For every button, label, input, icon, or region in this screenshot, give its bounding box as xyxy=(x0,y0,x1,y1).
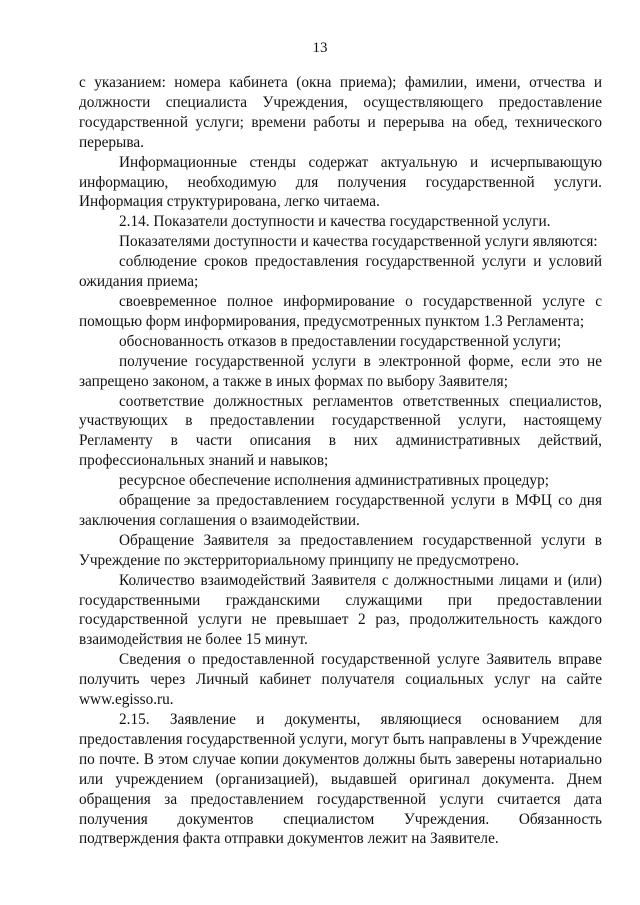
list-item-refusals: обоснованность отказов в предоставлении государственной услуги; xyxy=(119,332,562,350)
paragraph-continuation: с указанием: номера кабинета (окна приема); фамилии, имени, отчества и должности специалиста Учреждения, осуществляющего предоставление государственной услуги; времени работы и перерыва на обед, технического перерыва. xyxy=(79,74,602,151)
list-item-deadlines: соблюдение сроков предоставления государственной услуги и условий ожидания приема; xyxy=(79,253,602,291)
list-item-informing: своевременное полное информирование о государственной услуге с помощью форм информирования, предусмотренных пунктом 1.3 Регламента; xyxy=(79,292,602,330)
section-paragraph-2-15: 2.15. Заявление и документы, являющиеся основанием для предоставления государственной услуги, могут быть направлены в Учреждение по почте. В этом случае копии документов должны быть заверены нотариально или учреждением (организацией), выдавшей оригинал документа. Днем обращения за предоставлением государственной услуги считается дата получения документов специалистом Учреждения. Обязанность подтверждения факта отправки документов лежит на Заявителе. xyxy=(79,711,602,848)
document-body xyxy=(79,73,602,849)
list-item-mfc: обращение за предоставлением государственной услуги в МФЦ со дня заключения соглашения о взаимодействии. xyxy=(79,492,602,529)
paragraph-interactions-count: Количество взаимодействий Заявителя с должностными лицами и (или) государственными гражданскими служащими при предоставлении государственной услуги не превышает 2 раз, продолжительность каждого взаимодействия не более 15 минут. xyxy=(79,571,602,649)
section-heading-2-14: 2.14. Показатели доступности и качества государственной услуги. xyxy=(119,213,551,231)
list-item-regulations-compliance: соответствие должностных регламентов ответственных специалистов, участвующих в предоставлении государственной услуги, настоящему Регламенту в части описания в них административных действий, профессиональных знаний и навыков; xyxy=(79,392,602,470)
paragraph-personal-cabinet: Сведения о предоставленной государственной услуге Заявитель вправе получить через Личный кабинет получателя социальных услуг на сайте www.egisso.ru. xyxy=(79,651,602,709)
page-number: 13 xyxy=(312,40,328,56)
paragraph-extraterritorial: Обращение Заявителя за предоставлением государственной услуги в Учреждение по экстерриториальному принципу не предусмотрено. xyxy=(79,531,602,569)
list-item-electronic-form: получение государственной услуги в электронной форме, если это не запрещено законом, а также в иных формах по выбору Заявителя; xyxy=(79,352,602,390)
list-item-resources: ресурсное обеспечение исполнения административных процедур; xyxy=(119,472,549,490)
paragraph-info-stands: Информационные стенды содержат актуальную и исчерпывающую информацию, необходимую для получения государственной услуги. Информация структурирована, легко читаема. xyxy=(79,153,602,211)
paragraph-indicators-intro: Показателями доступности и качества государственной услуги являются: xyxy=(119,233,598,251)
